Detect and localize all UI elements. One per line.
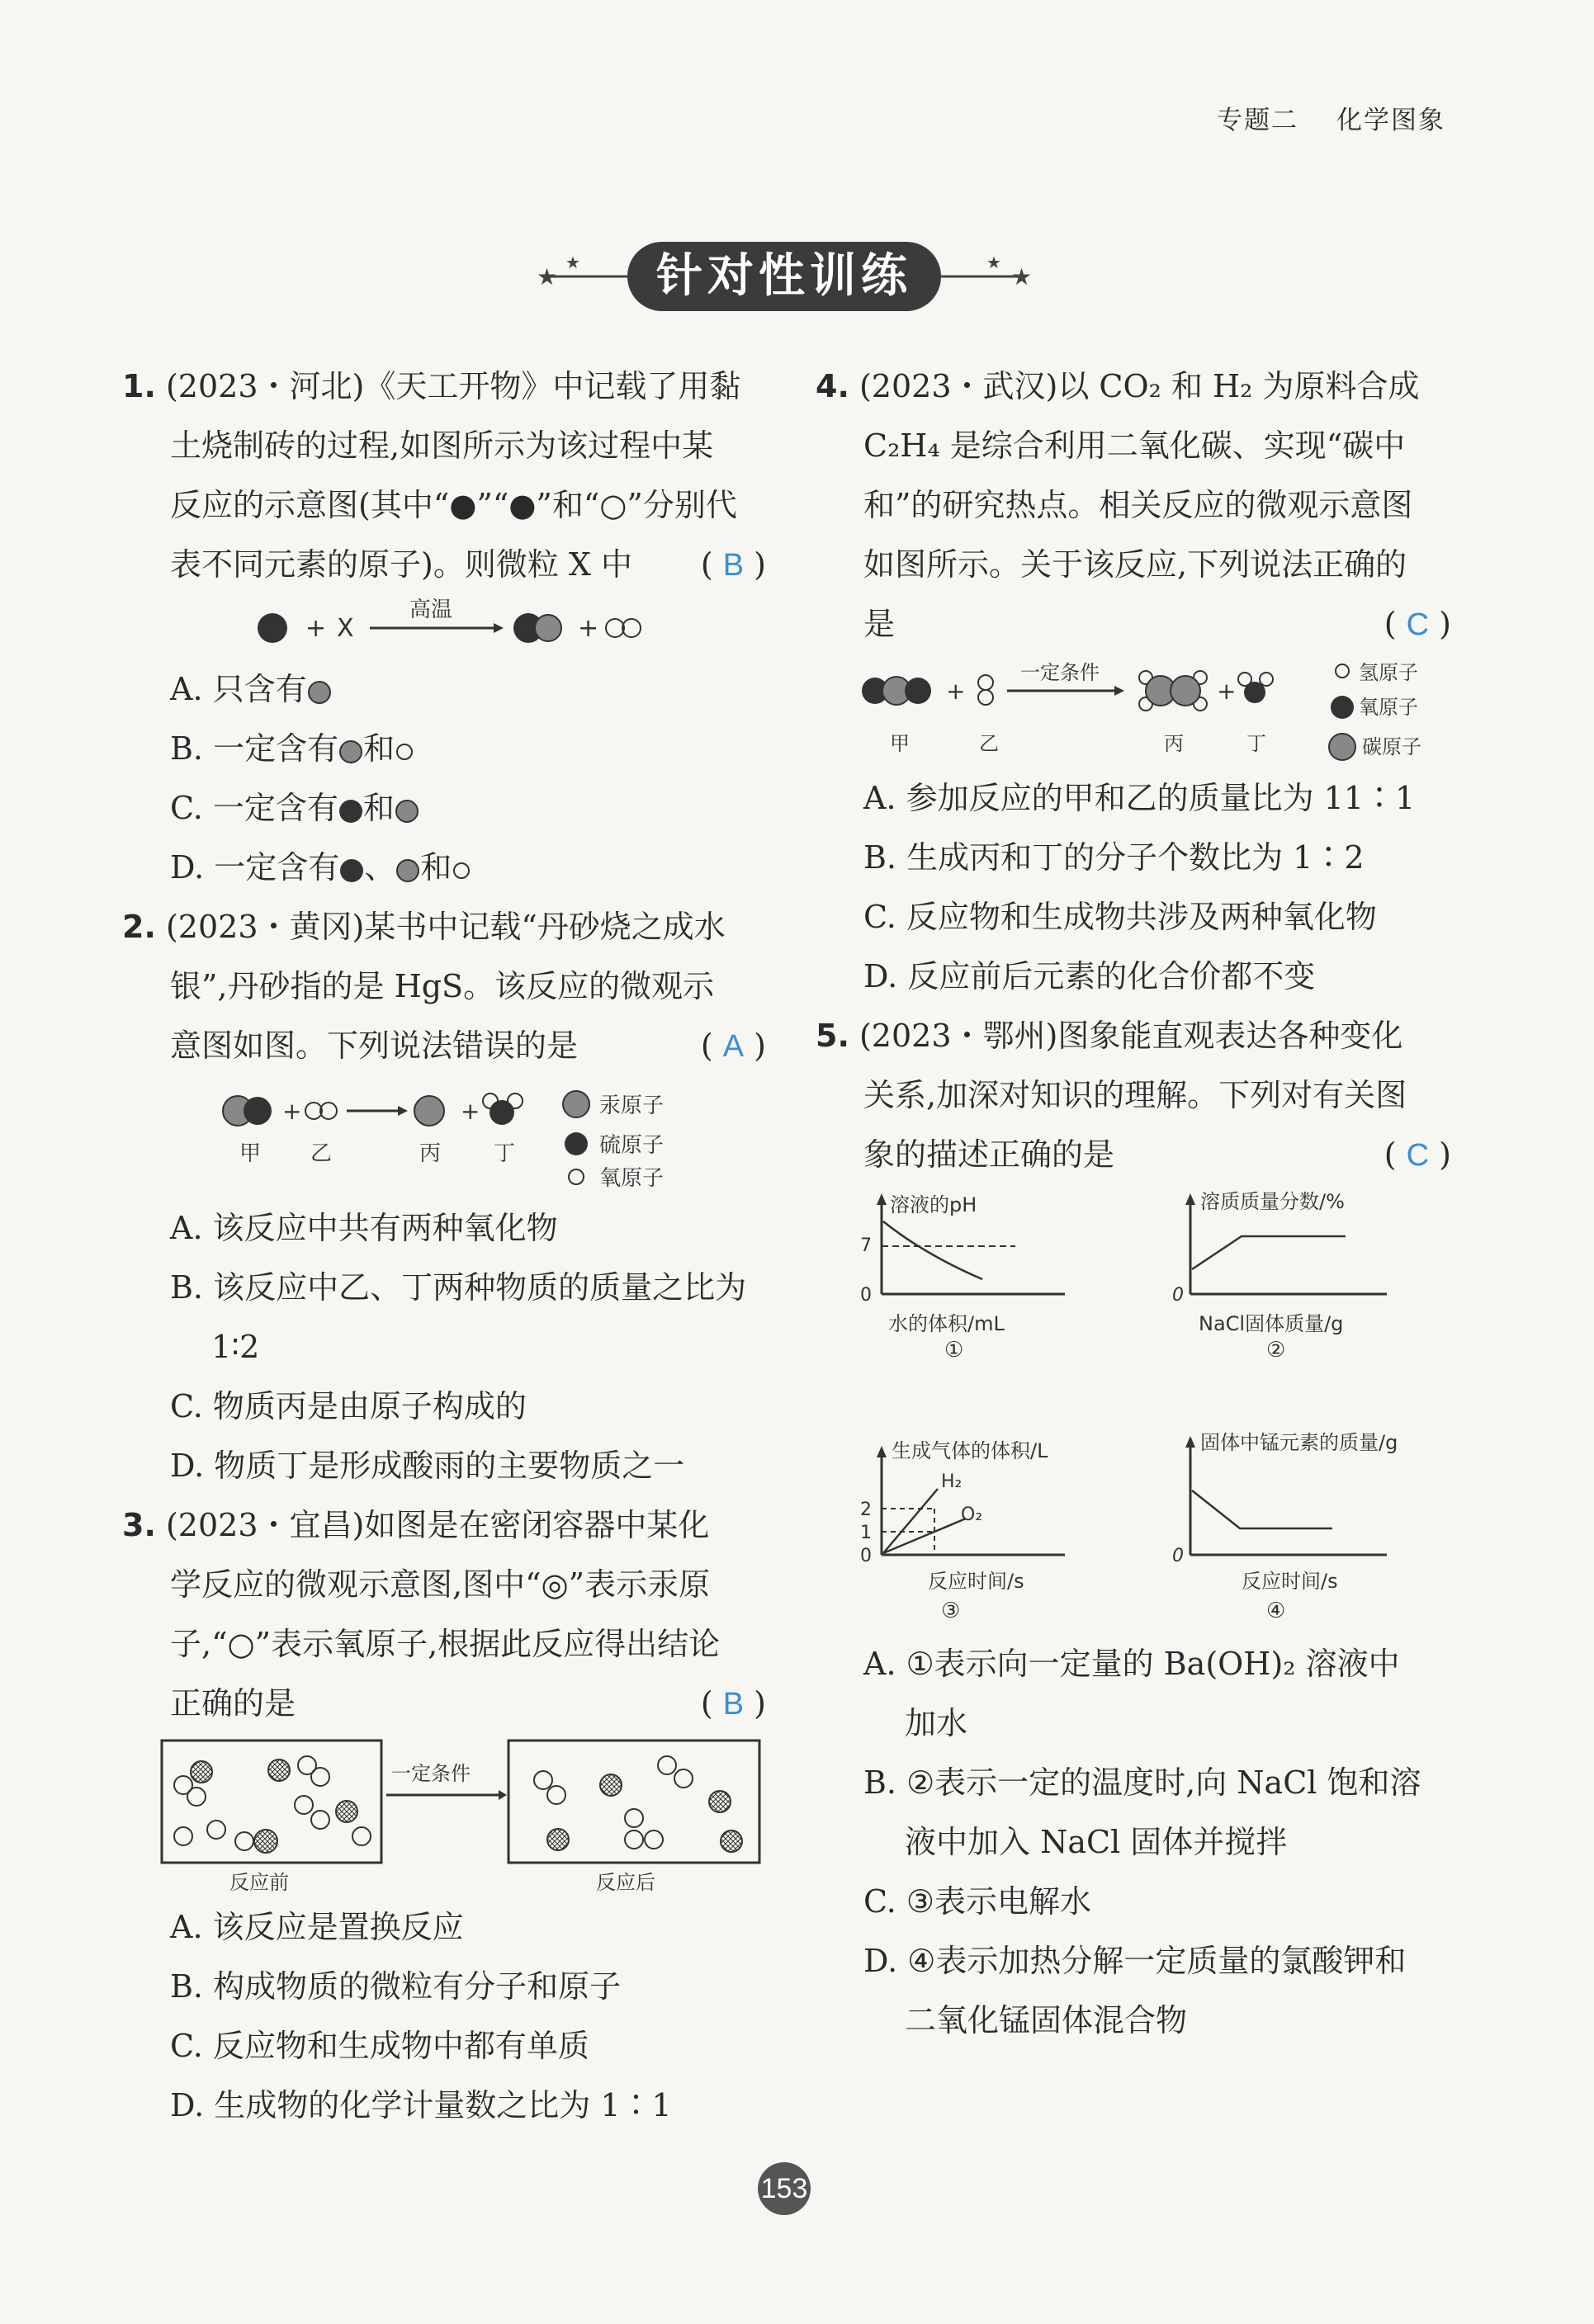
chart-1-ylabel: 溶液的pH [890, 1193, 977, 1216]
q2-number: 2. [122, 909, 156, 945]
chart-1-tick-0: 0 [860, 1285, 872, 1306]
chart-3-tick-1: 1 [860, 1523, 872, 1543]
chart-3-h2-line [883, 1489, 938, 1553]
q4-legend-oxygen: 氧原子 [1359, 696, 1418, 719]
q1-option-b: B. 一定含有 [170, 730, 339, 767]
q3-line: (2023・宜昌)如图是在密闭容器中某化 [165, 1507, 710, 1543]
chart-2-tag: ② [1266, 1338, 1286, 1363]
q4-label-ding: 丁 [1246, 732, 1266, 755]
q4-answer: C [1406, 607, 1430, 642]
left-column [122, 357, 766, 2135]
q3-line: 学反应的微观示意图,图中“◎”表示汞原 [170, 1566, 711, 1603]
right-column [816, 357, 1451, 2050]
q4-label-yi: 乙 [979, 732, 999, 755]
q2-answer: A [722, 1029, 745, 1064]
q3-option-b: B. 构成物质的微粒有分子和原子 [170, 1968, 622, 2005]
chart-2-xlabel: NaCl固体质量/g [1199, 1312, 1344, 1335]
q3-number: 3. [122, 1507, 156, 1543]
q1-option-c: C. 一定含有 [170, 790, 338, 826]
q1-number: 1. [122, 368, 156, 404]
q2-legend-mercury: 汞原子 [599, 1094, 665, 1118]
question-1: 1. (2023・河北)《天工开物》中记载了用黏 土烧制砖的过程,如图所示为该过程中某 反应的示意图(其中“●”“●”和“○”分别代 表不同元素的原子)。则微粒 X 中 ( B ) + X 高温 + A. 只含有 B. 一定含有 和 C. 一定含有 和 D. 一定含有 、 和 [122, 368, 766, 886]
chart-4-tag: ④ [1266, 1599, 1286, 1623]
q2-option-b-cont: 1∶2 [211, 1329, 260, 1365]
svg-text:★: ★ [565, 253, 580, 272]
q1-condition: 高温 [409, 598, 453, 622]
page-header [1189, 99, 1445, 136]
q1-option-d: D. 一定含有 [170, 849, 340, 886]
q5-line: (2023・鄂州)图象能直观表达各种变化 [858, 1018, 1403, 1054]
page-number: 153 [758, 2162, 811, 2215]
chart-1 [860, 1193, 1065, 1363]
chart-3-series-o2: O₂ [961, 1504, 983, 1525]
chart-3 [860, 1439, 1065, 1623]
chart-3-o2-line [883, 1519, 966, 1553]
chart-3-ylabel: 生成气体的体积/L [892, 1439, 1048, 1462]
q4-legend-hydrogen: 氢原子 [1359, 661, 1418, 684]
q4-option-b: B. 生成丙和丁的分子个数比为 1∶2 [863, 839, 1365, 876]
q5-option-d-cont: 二氧化锰固体混合物 [905, 2002, 1188, 2038]
chart-1-xlabel: 水的体积/mL [888, 1312, 1005, 1335]
q3-line: 正确的是 [170, 1685, 296, 1722]
q1-option-a: A. 只含有 [170, 671, 307, 707]
q1-answer: B [722, 548, 745, 583]
question-4: 4. (2023・武汉)以 CO₂ 和 H₂ 为原料合成 C₂H₄ 是综合利用二氧化碳、实现“碳中 和”的研究热点。相关反应的微观示意图 如图所示。关于该反应,下列说法正确的 是 ( C ) + 一定条件 + 甲 乙 丙 丁 氢原子 氧原子 碳原子 A. 参加反应的甲和乙的质量比为 11∶1 B. 生成丙和丁的分子个数比为 1∶2 C. 反应物和生成物共涉及两种氧化物 D. 反应前后元素的化合价都不变 [816, 357, 1451, 1006]
q2-option-b: B. 该反应中乙、丁两种物质的质量之比为 [170, 1269, 747, 1306]
q4-label-jia: 甲 [890, 732, 910, 755]
svg-text:★: ★ [537, 263, 558, 290]
chart-1-tag: ① [944, 1338, 964, 1363]
q2-reaction-diagram [122, 1079, 766, 1195]
q1-line: 反应的示意图(其中“●”“●”和“○”分别代 [170, 487, 737, 523]
q5-option-b-cont: 液中加入 NaCl 固体并搅拌 [905, 1824, 1288, 1860]
q3-option-a: A. 该反应是置换反应 [170, 1909, 464, 1945]
q3-option-c: C. 反应物和生成物中都有单质 [170, 2028, 589, 2064]
q4-line: 是 [863, 606, 896, 642]
chart-4-origin: 0 [1172, 1546, 1184, 1566]
question-2: 2. (2023・黄冈)某书中记载“丹砂烧之成水 银”,丹砂指的是 HgS。该反应的微观示 意图如图。下列说法错误的是 ( A ) + + 甲 乙 丙 丁 汞原子 硫原子 氧原子 A. 该反应中共有两种氧化物 B. 该反应中乙、丁两种物质的质量之比为 1∶2 C. 物质丙是由原子构成的 D. 物质丁是形成酸雨的主要物质之一 [122, 897, 766, 1495]
chart-1-tick-7: 7 [860, 1235, 872, 1256]
q2-line: 意图如图。下列说法错误的是 [170, 1027, 579, 1064]
chart-4-ylabel: 固体中锰元素的质量/g [1200, 1431, 1398, 1454]
header-title: 化学图象 [1336, 106, 1445, 135]
chart-3-tick-2: 2 [860, 1500, 872, 1520]
q2-option-c: C. 物质丙是由原子构成的 [170, 1388, 527, 1424]
svg-text:★: ★ [986, 253, 1001, 272]
q4-condition: 一定条件 [1020, 661, 1100, 684]
q4-option-d: D. 反应前后元素的化合价都不变 [863, 958, 1316, 994]
q4-number: 4. [816, 368, 849, 404]
q4-line: 如图所示。关于该反应,下列说法正确的 [863, 546, 1407, 583]
q5-line: 关系,加深对知识的理解。下列对有关图 [863, 1077, 1407, 1113]
chart-2-origin: 0 [1172, 1285, 1184, 1306]
q4-line: 和”的研究热点。相关反应的微观示意图 [863, 487, 1413, 523]
atom-dark [258, 613, 287, 643]
q3-condition: 一定条件 [391, 1762, 471, 1785]
section-banner [528, 235, 1040, 326]
q4-option-a: A. 参加反应的甲和乙的质量比为 11∶1 [863, 780, 1416, 816]
chart-4 [1172, 1431, 1398, 1623]
q3-answer: B [722, 1687, 745, 1722]
q3-line: 子,“○”表示氧原子,根据此反应得出结论 [170, 1626, 721, 1662]
banner-title: 针对性训练 [627, 242, 941, 311]
q2-option-d: D. 物质丁是形成酸雨的主要物质之一 [170, 1448, 685, 1484]
q5-line: 象的描述正确的是 [863, 1136, 1115, 1173]
q5-option-c: C. ③表示电解水 [863, 1883, 1091, 1920]
q2-legend-oxygen: 氧原子 [599, 1166, 665, 1191]
q3-before-label: 反应前 [229, 1871, 289, 1894]
svg-text:★: ★ [1011, 263, 1033, 290]
chart-1-curve [883, 1221, 982, 1279]
chart-3-xlabel: 反应时间/s [928, 1570, 1024, 1593]
q3-after-label: 反应后 [596, 1871, 655, 1894]
q3-option-d: D. 生成物的化学计量数之比为 1∶1 [170, 2087, 672, 2123]
q2-label-jia: 甲 [239, 1141, 262, 1166]
chart-2-ylabel: 溶质质量分数/% [1200, 1190, 1345, 1213]
q2-label-yi: 乙 [310, 1141, 333, 1166]
q4-line: (2023・武汉)以 CO₂ 和 H₂ 为原料合成 [858, 368, 1420, 404]
q3-reaction-diagram [122, 1737, 766, 1894]
q2-option-a: A. 该反应中共有两种氧化物 [170, 1210, 558, 1246]
chart-2-line [1192, 1236, 1346, 1269]
chart-3-series-h2: H₂ [941, 1471, 963, 1492]
q2-label-bing: 丙 [419, 1141, 442, 1166]
q4-reaction-diagram [816, 658, 1451, 765]
q1-line: 土烧制砖的过程,如图所示为该过程中某 [170, 427, 714, 464]
q2-line: 银”,丹砂指的是 HgS。该反应的微观示 [170, 968, 715, 1004]
chart-3-tick-0: 0 [860, 1546, 872, 1566]
svg-text:+: + [282, 1098, 302, 1125]
chart-4-xlabel: 反应时间/s [1242, 1570, 1338, 1593]
q2-label-ding: 丁 [494, 1141, 516, 1166]
chart-3-tag: ③ [941, 1599, 961, 1623]
q2-line: (2023・黄冈)某书中记载“丹砂烧之成水 [165, 909, 726, 945]
q5-number: 5. [816, 1018, 849, 1054]
q4-label-bing: 丙 [1164, 732, 1184, 755]
q1-line: (2023・河北)《天工开物》中记载了用黏 [165, 368, 741, 404]
q1-line: 表不同元素的原子)。则微粒 X 中 [170, 546, 633, 583]
chart-2 [1172, 1190, 1387, 1363]
q4-option-c: C. 反应物和生成物共涉及两种氧化物 [863, 899, 1377, 935]
x-label: X [337, 614, 354, 643]
svg-text:+: + [578, 614, 599, 643]
q2-legend-sulfur: 硫原子 [599, 1133, 665, 1158]
q5-option-d: D. ④表示加热分解一定质量的氯酸钾和 [863, 1943, 1407, 1979]
q4-legend-carbon: 碳原子 [1362, 735, 1421, 758]
q4-line: C₂H₄ 是综合利用二氧化碳、实现“碳中 [863, 427, 1406, 464]
q5-option-a: A. ①表示向一定量的 Ba(OH)₂ 溶液中 [863, 1646, 1400, 1682]
svg-text:+: + [305, 614, 327, 643]
chart-4-line [1192, 1490, 1332, 1528]
svg-text:+: + [1217, 678, 1237, 705]
q5-charts [816, 1188, 1451, 1675]
header-topic: 专题二 [1217, 106, 1299, 135]
question-5: 5. (2023・鄂州)图象能直观表达各种变化 关系,加深对知识的理解。下列对有关图 象的描述正确的是 ( C ) 溶液的pH 7 0 水的体积/mL ① 溶质质量分数/% 0 NaCl固体质量/g ② 生成气体的体积/L 2 1 0 H₂ O₂ 反应时间/s ③ 固体中锰元素的质量/g 0 反应时间/s ④ A. ①表示向一定量的 Ba(OH)₂ 溶液中 加水 B. ②表示一定的温度时,向 NaCl 饱和溶 液中加入 NaCl 固体并搅拌 C. ③表示电解水 D. ④表示加热分解一定质量的氯酸钾和 二氧化锰固体混合物 [816, 1006, 1451, 2050]
q5-option-a-cont: 加水 [905, 1705, 968, 1741]
question-3: 3. (2023・宜昌)如图是在密闭容器中某化 学反应的微观示意图,图中“◎”表示汞原 子,“○”表示氧原子,根据此反应得出结论 正确的是 ( B ) 一定条件 反应前 反应后 A. 该反应是置换反应 B. 构成物质的微粒有分子和原子 C. 反应物和生成物中都有单质 D. 生成物的化学计量数之比为 1∶1 [122, 1495, 766, 2135]
q1-reaction-diagram [122, 598, 766, 656]
q5-option-b: B. ②表示一定的温度时,向 NaCl 饱和溶 [863, 1764, 1421, 1801]
svg-text:+: + [461, 1098, 480, 1125]
q5-answer: C [1406, 1138, 1430, 1173]
svg-text:+: + [946, 678, 966, 705]
